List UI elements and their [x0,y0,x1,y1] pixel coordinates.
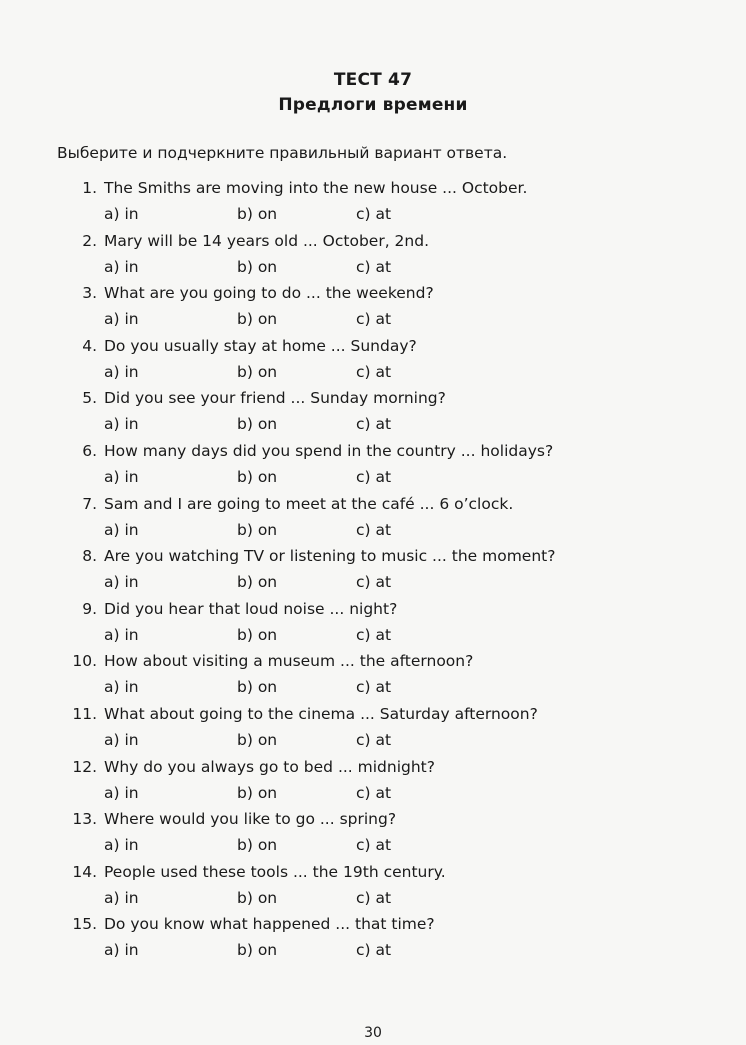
option-c[interactable]: c) at [356,205,392,223]
question-number: 11. [72,704,97,723]
option-a[interactable]: a) in [104,205,139,223]
question-item [0,284,746,337]
question-number: 15. [72,915,97,934]
option-b[interactable]: b) on [237,730,278,749]
question-item [0,705,746,758]
option-a[interactable]: a) in [104,310,139,329]
question-number: 12. [72,757,97,776]
question-item [0,179,746,232]
question-number: 9. [82,599,97,618]
option-a[interactable]: a) in [104,730,139,749]
test-title: ТЕСТ 47 [333,70,413,90]
option-c[interactable]: c) at [356,836,392,855]
option-a[interactable]: a) in [104,573,139,592]
option-b[interactable]: b) on [237,362,278,381]
question-number: 5. [82,389,97,408]
option-b[interactable]: b) on [237,257,278,276]
option-c[interactable]: c) at [356,783,392,802]
option-b[interactable]: b) on [237,205,278,223]
question-text: Sam and I are going to meet at the café ... 6 o’clock. [104,494,514,513]
question-number: 10. [72,652,97,671]
option-a[interactable]: a) in [104,467,139,486]
question-number: 1. [82,179,97,197]
option-b[interactable]: b) on [237,783,278,802]
question-number: 2. [82,231,97,250]
question-number: 8. [82,547,97,566]
instruction-text: Выберите и подчеркните правильный вариант ответа. [57,144,508,162]
option-c[interactable]: c) at [356,310,392,329]
option-c[interactable]: c) at [356,467,392,486]
option-a[interactable]: a) in [104,415,139,434]
question-item [0,863,746,916]
option-c[interactable]: c) at [356,362,392,381]
page-number: 30 [364,1025,382,1041]
question-item [0,232,746,285]
question-list [0,179,746,968]
question-text: Do you know what happened ... that time? [104,915,435,934]
question-text: How many days did you spend in the country ... holidays? [104,441,554,460]
option-b[interactable]: b) on [237,625,278,644]
question-text: Do you usually stay at home ... Sunday? [104,336,417,355]
question-text: The Smiths are moving into the new house ... October. [104,179,528,197]
option-b[interactable]: b) on [237,310,278,329]
question-item [0,547,746,600]
option-a[interactable]: a) in [104,625,139,644]
question-text: People used these tools ... the 19th century. [104,862,446,881]
question-number: 7. [82,494,97,513]
option-c[interactable]: c) at [356,888,392,907]
option-c[interactable]: c) at [356,415,392,434]
question-item [0,389,746,442]
option-b[interactable]: b) on [237,520,278,539]
option-c[interactable]: c) at [356,941,392,960]
question-text: Did you hear that loud noise ... night? [104,599,398,618]
option-b[interactable]: b) on [237,573,278,592]
question-text: What are you going to do ... the weekend? [104,284,434,303]
question-number: 4. [82,336,97,355]
question-item [0,915,746,968]
option-a[interactable]: a) in [104,257,139,276]
option-b[interactable]: b) on [237,941,278,960]
question-item [0,337,746,390]
question-number: 6. [82,441,97,460]
option-c[interactable]: c) at [356,573,392,592]
question-item [0,600,746,653]
question-text: How about visiting a museum ... the afternoon? [104,652,474,671]
option-a[interactable]: a) in [104,836,139,855]
question-text: What about going to the cinema ... Saturday afternoon? [104,704,538,723]
question-item [0,758,746,811]
question-number: 13. [72,810,97,829]
question-text: Mary will be 14 years old ... October, 2nd. [104,231,430,250]
question-text: Did you see your friend ... Sunday morning? [104,389,446,408]
option-b[interactable]: b) on [237,836,278,855]
option-a[interactable]: a) in [104,941,139,960]
question-text: Where would you like to go ... spring? [104,810,397,829]
option-b[interactable]: b) on [237,678,278,697]
test-subtitle: Предлоги времени [278,95,468,115]
option-b[interactable]: b) on [237,888,278,907]
question-item [0,442,746,495]
option-c[interactable]: c) at [356,257,392,276]
question-item [0,652,746,705]
option-a[interactable]: a) in [104,783,139,802]
option-a[interactable]: a) in [104,520,139,539]
option-c[interactable]: c) at [356,625,392,644]
question-item [0,495,746,548]
question-text: Are you watching TV or listening to music ... the moment? [104,547,556,566]
option-c[interactable]: c) at [356,678,392,697]
option-b[interactable]: b) on [237,415,278,434]
option-c[interactable]: c) at [356,730,392,749]
option-a[interactable]: a) in [104,888,139,907]
question-item [0,810,746,863]
option-b[interactable]: b) on [237,467,278,486]
option-a[interactable]: a) in [104,678,139,697]
question-number: 3. [82,284,97,303]
option-c[interactable]: c) at [356,520,392,539]
option-a[interactable]: a) in [104,362,139,381]
question-number: 14. [72,862,97,881]
question-text: Why do you always go to bed ... midnight? [104,757,435,776]
